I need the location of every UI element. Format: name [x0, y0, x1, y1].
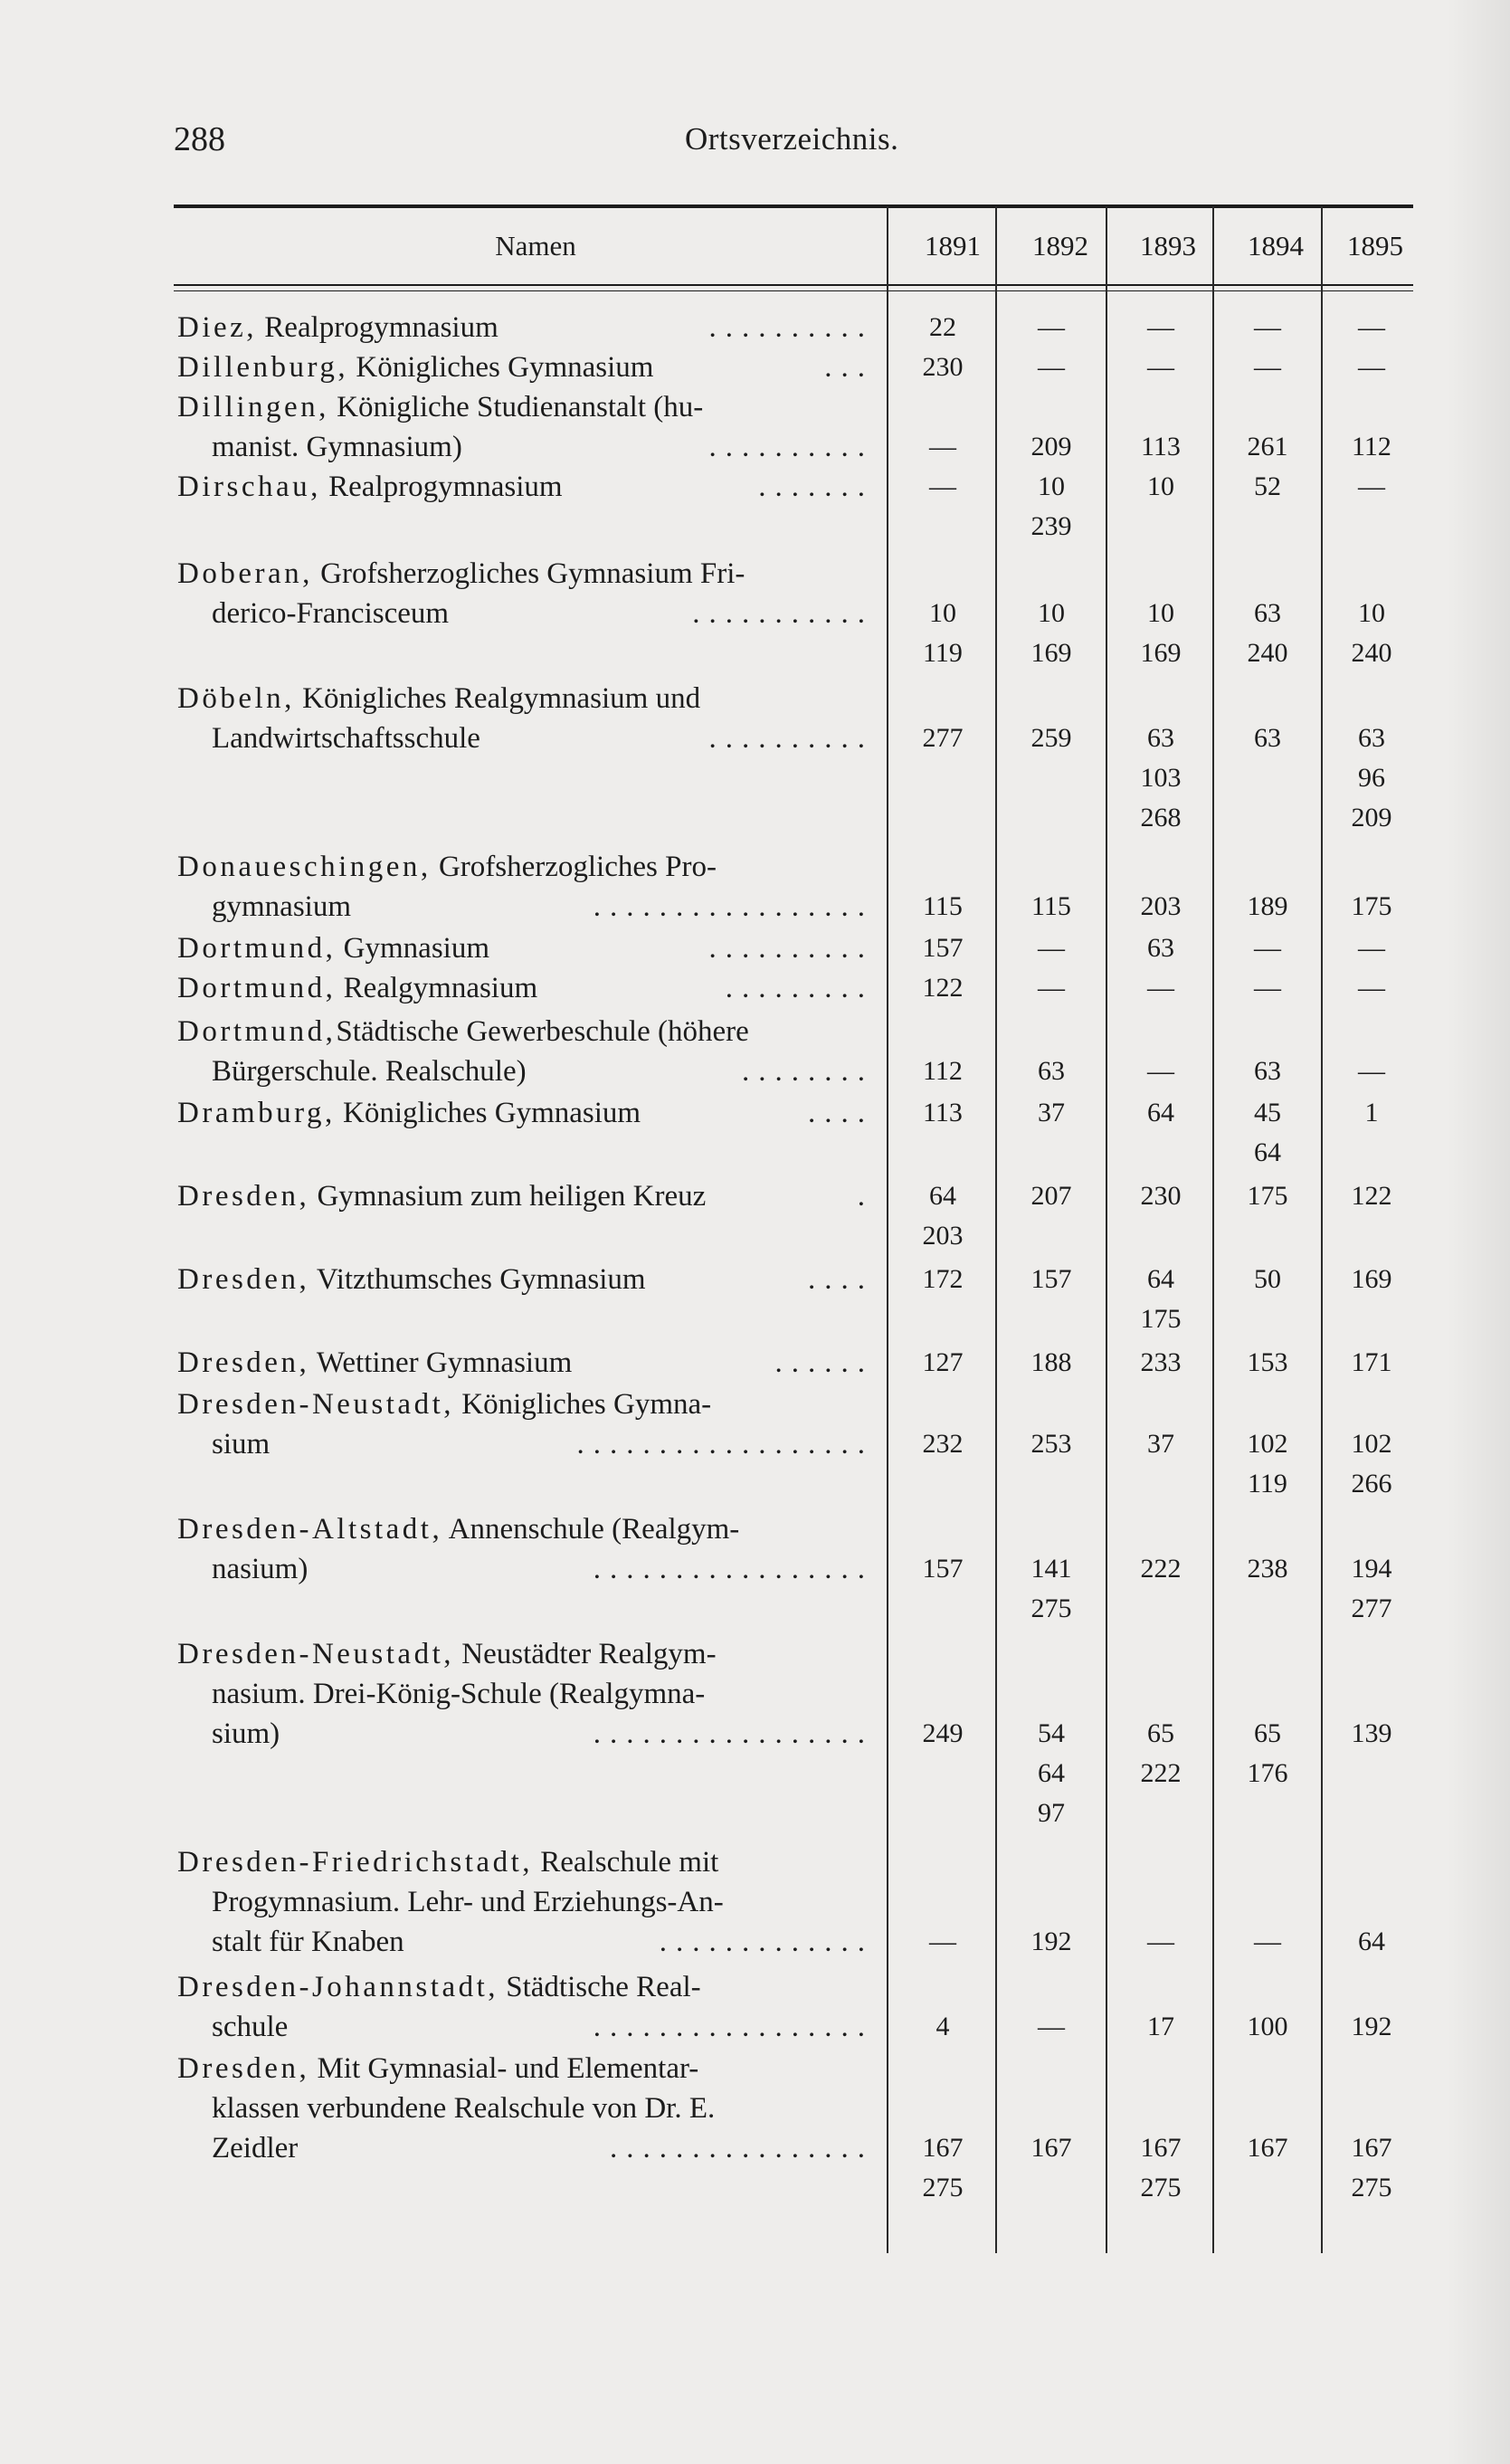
- table-cell: 141: [1030, 1554, 1072, 1584]
- table-cell: 63: [1254, 598, 1281, 628]
- table-cell: 64: [1254, 1137, 1281, 1167]
- table-cell: 1: [1364, 1098, 1379, 1127]
- table-cell: 207: [1030, 1181, 1072, 1211]
- school-name: Städtische Real-: [499, 1971, 701, 2003]
- table-cell: 10: [1038, 598, 1065, 628]
- table-cell: —: [1147, 1926, 1174, 1956]
- table-cell: 189: [1247, 891, 1288, 921]
- table-cell: 188: [1030, 1347, 1072, 1377]
- table-cell: 122: [922, 973, 964, 1003]
- table-cell: 167: [1030, 2133, 1072, 2163]
- entry-line: [177, 1176, 874, 1216]
- dot-leader: ..........: [708, 932, 874, 965]
- entry-line: [177, 594, 874, 633]
- table-cell: —: [1254, 973, 1281, 1003]
- table-cell: 10: [1147, 471, 1174, 501]
- table-cell: 192: [1030, 1926, 1072, 1956]
- school-name: Städtische Gewerbeschule (höhere: [336, 1015, 749, 1048]
- place-name: Donaueschingen,: [177, 851, 432, 883]
- table-cell: —: [1358, 1056, 1385, 1086]
- school-name: Gymnasium: [336, 932, 489, 965]
- school-name: Grofsherzogliches Pro-: [431, 851, 717, 883]
- table-cell: 54: [1038, 1718, 1065, 1748]
- table-cell: 10: [1358, 598, 1385, 628]
- table-cell: 102: [1247, 1429, 1288, 1459]
- table-cell: 171: [1351, 1347, 1392, 1377]
- place-entry: [177, 387, 874, 467]
- table-header-rule-2: [174, 290, 1413, 291]
- table-cell: 253: [1030, 1429, 1072, 1459]
- entry-line: [177, 1384, 874, 1424]
- table-cell: 194: [1351, 1554, 1392, 1584]
- dot-leader: ...........: [692, 597, 874, 630]
- entry-line: [177, 718, 874, 758]
- school-name: Königliche Studienanstalt (hu-: [328, 391, 704, 423]
- table-cell: 100: [1247, 2012, 1288, 2041]
- dot-leader: .........: [725, 972, 874, 1004]
- table-cell: —: [1147, 352, 1174, 382]
- table-cell: 167: [1140, 2133, 1182, 2163]
- table-cell: 175: [1140, 1304, 1182, 1334]
- place-name: Dortmund,: [177, 932, 337, 965]
- school-name: Realgymnasium: [336, 972, 538, 1004]
- table-cell: 259: [1030, 723, 1072, 753]
- school-name: Mit Gymnasial- und Elementar-: [309, 2052, 699, 2085]
- table-cell: 122: [1351, 1181, 1392, 1211]
- place-entry: [177, 467, 874, 507]
- entry-line: [177, 928, 874, 968]
- page-edge-shadow: [1447, 0, 1510, 2464]
- school-name: Königliches Gymna-: [454, 1388, 712, 1421]
- column-header-1891: 1891: [925, 230, 981, 262]
- table-cell: 172: [922, 1264, 964, 1294]
- entry-line: [177, 1549, 874, 1589]
- entry-line: [177, 1714, 874, 1754]
- place-entry: [177, 679, 874, 758]
- place-entry: [177, 1967, 874, 2047]
- dot-leader: ...: [824, 351, 874, 384]
- place-name: Döbeln,: [177, 682, 295, 715]
- table-cell: 96: [1358, 763, 1385, 793]
- place-entry: [177, 554, 874, 633]
- table-cell: —: [929, 471, 956, 501]
- table-cell: 239: [1030, 511, 1072, 541]
- table-cell: 119: [1248, 1469, 1287, 1498]
- table-cell: 175: [1247, 1181, 1288, 1211]
- table-cell: 52: [1254, 471, 1281, 501]
- place-entry: [177, 928, 874, 968]
- dot-leader: ......: [774, 1346, 874, 1379]
- table-cell: 266: [1351, 1469, 1392, 1498]
- entry-line: [177, 554, 874, 594]
- table-cell: 175: [1351, 891, 1392, 921]
- table-cell: —: [1038, 973, 1065, 1003]
- table-cell: —: [1254, 1926, 1281, 1956]
- school-name: nasium): [212, 1553, 309, 1585]
- table-cell: 167: [922, 2133, 964, 2163]
- table-cell: 238: [1247, 1554, 1288, 1584]
- table-cell: 153: [1247, 1347, 1288, 1377]
- place-name: Dresden-Altstadt,: [177, 1513, 443, 1546]
- school-name: sium): [212, 1717, 280, 1750]
- table-cell: 176: [1247, 1758, 1288, 1788]
- place-name: Dortmund,: [177, 972, 337, 1004]
- column-header-1894: 1894: [1248, 230, 1304, 262]
- school-name: Grofsherzogliches Gymnasium Fri-: [312, 557, 746, 590]
- table-cell: 50: [1254, 1264, 1281, 1294]
- column-header-namen: Namen: [495, 230, 576, 262]
- table-cell: 277: [922, 723, 964, 753]
- place-name: Dresden,: [177, 1346, 310, 1379]
- table-cell: 64: [1147, 1264, 1174, 1294]
- table-cell: —: [929, 432, 956, 461]
- table-cell: 240: [1247, 638, 1288, 668]
- table-cell: 169: [1030, 638, 1072, 668]
- school-name: Königliches Realgymnasium und: [294, 682, 701, 715]
- school-name: Realprogymnasium: [320, 471, 563, 503]
- dot-leader: .................: [593, 1553, 874, 1585]
- table-cell: 37: [1038, 1098, 1065, 1127]
- table-cell: 63: [1254, 1056, 1281, 1086]
- table-cell: 275: [1030, 1594, 1072, 1623]
- table-cell: 17: [1147, 2012, 1174, 2041]
- entry-line: [177, 968, 874, 1008]
- entry-line: [177, 1634, 874, 1674]
- school-name: Wettiner Gymnasium: [309, 1346, 573, 1379]
- entry-line: [177, 887, 874, 927]
- dot-leader: ........: [742, 1055, 874, 1088]
- table-cell: 65: [1254, 1718, 1281, 1748]
- table-cell: 127: [922, 1347, 964, 1377]
- table-cell: 63: [1038, 1056, 1065, 1086]
- place-entry: [177, 847, 874, 927]
- table-cell: 157: [1030, 1264, 1072, 1294]
- table-cell: 222: [1140, 1758, 1182, 1788]
- column-header-1892: 1892: [1032, 230, 1088, 262]
- dot-leader: .: [857, 1180, 874, 1213]
- entry-line: [177, 427, 874, 467]
- place-entry: [177, 1012, 874, 1091]
- table-cell: 275: [1140, 2173, 1182, 2202]
- place-entry: [177, 1509, 874, 1589]
- entry-line: [177, 1260, 874, 1299]
- table-cell: 63: [1147, 723, 1174, 753]
- school-name: Gymnasium zum heiligen Kreuz: [309, 1180, 707, 1213]
- table-cell: —: [1147, 312, 1174, 342]
- table-cell: 113: [1141, 432, 1181, 461]
- school-name: Vitzthumsches Gymnasium: [309, 1263, 646, 1296]
- school-name: Zeidler: [212, 2132, 299, 2164]
- table-cell: 167: [1351, 2133, 1392, 2163]
- table-cell: —: [1038, 933, 1065, 963]
- table-cell: 209: [1351, 803, 1392, 832]
- place-entry: [177, 308, 874, 347]
- table-cell: —: [1358, 471, 1385, 501]
- table-cell: 115: [1031, 891, 1071, 921]
- dot-leader: ..........: [708, 431, 874, 463]
- table-cell: —: [1254, 933, 1281, 963]
- school-name: Neustädter Realgym-: [454, 1638, 717, 1670]
- table-cell: 203: [922, 1221, 964, 1251]
- table-cell: 203: [1140, 891, 1182, 921]
- school-name: manist. Gymnasium): [212, 431, 462, 463]
- dot-leader: ..........: [708, 311, 874, 344]
- table-cell: 102: [1351, 1429, 1392, 1459]
- place-name: Dresden-Neustadt,: [177, 1388, 455, 1421]
- table-cell: 64: [1358, 1926, 1385, 1956]
- school-name: Annenschule (Realgym-: [442, 1513, 740, 1546]
- table-cell: 103: [1140, 763, 1182, 793]
- table-cell: 157: [922, 1554, 964, 1584]
- dot-leader: ..................: [576, 1428, 874, 1460]
- place-entry: [177, 1176, 874, 1216]
- entry-line: [177, 308, 874, 347]
- place-entry: [177, 1093, 874, 1133]
- place-entry: [177, 347, 874, 387]
- table-cell: 232: [922, 1429, 964, 1459]
- entry-line: [177, 1343, 874, 1383]
- entry-line: [177, 1922, 874, 1962]
- table-cell: 167: [1247, 2133, 1288, 2163]
- table-cell: 64: [1038, 1758, 1065, 1788]
- table-cell: —: [1147, 973, 1174, 1003]
- table-cell: 249: [922, 1718, 964, 1748]
- table-cell: 275: [922, 2173, 964, 2202]
- entry-line: [177, 2007, 874, 2047]
- table-cell: 63: [1358, 723, 1385, 753]
- table-top-rule: [174, 205, 1413, 208]
- table-cell: 10: [1147, 598, 1174, 628]
- place-name: Dresden-Johannstadt,: [177, 1971, 499, 2003]
- table-cell: 268: [1140, 803, 1182, 832]
- place-name: Dresden,: [177, 1263, 310, 1296]
- table-cell: —: [1254, 312, 1281, 342]
- school-name: nasium. Drei-König-Schule (Realgymna-: [212, 1678, 706, 1710]
- dot-leader: ..........: [708, 722, 874, 755]
- column-header-1895: 1895: [1347, 230, 1403, 262]
- table-cell: 233: [1140, 1347, 1182, 1377]
- table-cell: 22: [929, 312, 956, 342]
- entry-line: [177, 1967, 874, 2007]
- dot-leader: ....: [808, 1097, 874, 1129]
- school-name: stalt für Knaben: [212, 1926, 404, 1958]
- table-cell: 277: [1351, 1594, 1392, 1623]
- table-cell: 113: [923, 1098, 963, 1127]
- table-cell: 169: [1351, 1264, 1392, 1294]
- place-name: Dortmund,: [177, 1015, 337, 1048]
- entry-line: [177, 1882, 874, 1922]
- table-cell: —: [1038, 352, 1065, 382]
- table-cell: 222: [1140, 1554, 1182, 1584]
- entry-line: [177, 2128, 874, 2168]
- table-cell: 230: [922, 352, 964, 382]
- table-cell: —: [1358, 933, 1385, 963]
- table-cell: 10: [929, 598, 956, 628]
- place-name: Dillenburg,: [177, 351, 349, 384]
- table-cell: —: [1254, 352, 1281, 382]
- table-cell: 37: [1147, 1429, 1174, 1459]
- table-cell: —: [929, 1926, 956, 1956]
- running-title: Ortsverzeichnis.: [685, 121, 899, 157]
- place-name: Dillingen,: [177, 391, 329, 423]
- entry-line: [177, 467, 874, 507]
- entry-line: [177, 679, 874, 718]
- entry-line: [177, 347, 874, 387]
- school-name: gymnasium: [212, 890, 351, 923]
- table-cell: 63: [1147, 933, 1174, 963]
- school-name: derico-Francisceum: [212, 597, 450, 630]
- table-cell: 192: [1351, 2012, 1392, 2041]
- entry-line: [177, 1093, 874, 1133]
- place-name: Dirschau,: [177, 471, 321, 503]
- table-cell: —: [1147, 1056, 1174, 1086]
- table-cell: 230: [1140, 1181, 1182, 1211]
- school-name: sium: [212, 1428, 271, 1460]
- school-name: Realschule mit: [533, 1846, 719, 1879]
- entry-line: [177, 1424, 874, 1464]
- table-cell: 275: [1351, 2173, 1392, 2202]
- table-cell: 139: [1351, 1718, 1392, 1748]
- table-cell: 157: [922, 933, 964, 963]
- table-cell: 112: [1352, 432, 1391, 461]
- place-entry: [177, 1384, 874, 1464]
- place-entry: [177, 1842, 874, 1962]
- table-cell: 65: [1147, 1718, 1174, 1748]
- place-name: Dresden-Neustadt,: [177, 1638, 455, 1670]
- dot-leader: .................: [593, 2011, 874, 2043]
- school-name: Königliches Gymnasium: [335, 1097, 641, 1129]
- place-entry: [177, 968, 874, 1008]
- place-entry: [177, 2049, 874, 2168]
- dot-leader: .................: [593, 890, 874, 923]
- table-cell: —: [1358, 352, 1385, 382]
- school-name: Landwirtschaftsschule: [212, 722, 480, 755]
- table-header-rule: [174, 284, 1413, 286]
- table-cell: —: [1358, 312, 1385, 342]
- entry-line: [177, 2049, 874, 2088]
- dot-leader: ................: [610, 2132, 874, 2164]
- page-number: 288: [174, 120, 225, 158]
- table-cell: 10: [1038, 471, 1065, 501]
- school-name: Königliches Gymnasium: [348, 351, 654, 384]
- table-cell: 97: [1038, 1798, 1065, 1828]
- entry-line: [177, 1012, 874, 1051]
- table-cell: 112: [923, 1056, 963, 1086]
- table-cell: 115: [923, 891, 963, 921]
- table-cell: 119: [923, 638, 963, 668]
- entry-line: [177, 1674, 874, 1714]
- entry-line: [177, 387, 874, 427]
- table-cell: 169: [1140, 638, 1182, 668]
- place-entry: [177, 1260, 874, 1299]
- table-cell: 45: [1254, 1098, 1281, 1127]
- school-name: klassen verbundene Realschule von Dr. E.: [212, 2092, 716, 2125]
- table-cell: 4: [935, 2012, 950, 2041]
- table-cell: —: [1038, 2012, 1065, 2041]
- column-divider: [887, 206, 888, 2253]
- entry-line: [177, 847, 874, 887]
- entry-line: [177, 2088, 874, 2128]
- entry-line: [177, 1842, 874, 1882]
- school-name: Bürgerschule. Realschule): [212, 1055, 527, 1088]
- place-name: Doberan,: [177, 557, 313, 590]
- dot-leader: .............: [659, 1926, 874, 1958]
- table-cell: 261: [1247, 432, 1288, 461]
- table-cell: 240: [1351, 638, 1392, 668]
- dot-leader: .......: [758, 471, 874, 503]
- table-cell: 64: [929, 1181, 956, 1211]
- entry-line: [177, 1051, 874, 1091]
- place-name: Dresden-Friedrichstadt,: [177, 1846, 533, 1879]
- school-name: Realprogymnasium: [257, 311, 499, 344]
- school-name: Progymnasium. Lehr- und Erziehungs-An-: [212, 1886, 724, 1918]
- place-entry: [177, 1343, 874, 1383]
- dot-leader: .................: [593, 1717, 874, 1750]
- school-name: schule: [212, 2011, 289, 2043]
- place-name: Diez,: [177, 311, 258, 344]
- place-name: Dresden,: [177, 1180, 310, 1213]
- place-name: Dramburg,: [177, 1097, 336, 1129]
- entry-line: [177, 1509, 874, 1549]
- table-cell: 64: [1147, 1098, 1174, 1127]
- table-cell: 63: [1254, 723, 1281, 753]
- place-entry: [177, 1634, 874, 1754]
- table-cell: —: [1358, 973, 1385, 1003]
- table-cell: —: [1038, 312, 1065, 342]
- column-header-1893: 1893: [1140, 230, 1196, 262]
- place-name: Dresden,: [177, 2052, 310, 2085]
- dot-leader: ....: [808, 1263, 874, 1296]
- table-cell: 209: [1030, 432, 1072, 461]
